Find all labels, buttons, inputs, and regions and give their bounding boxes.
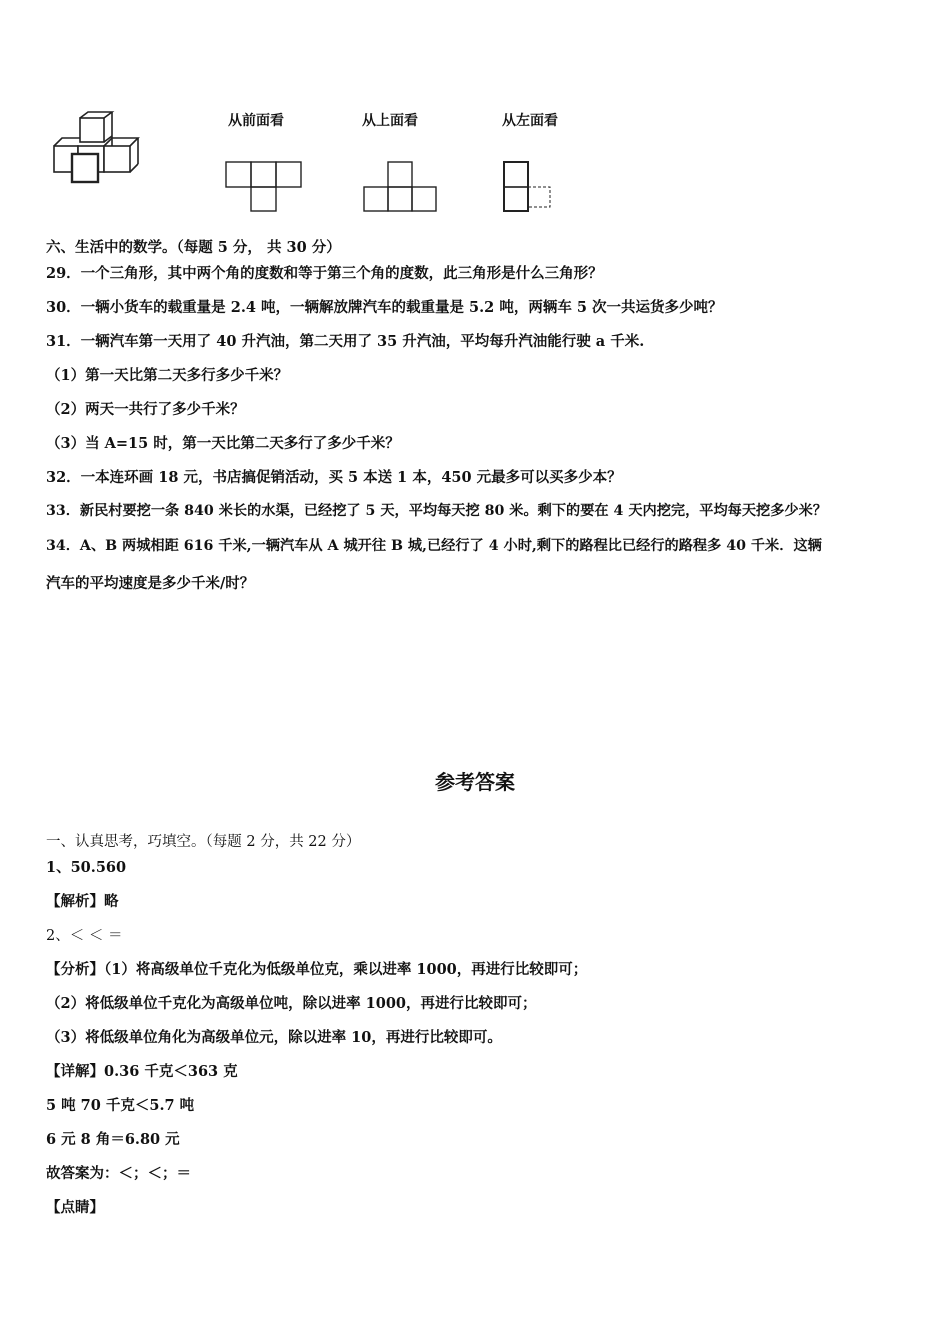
question-31-part1: （1）第一天比第二天多行多少千米？ bbox=[46, 367, 289, 384]
question-33: 33．新民村要挖一条 840 米长的水渠，已经挖了 5 天，平均每天挖 80 米。剩下的要在 4 天内挖完，平均每天挖多少米？ bbox=[46, 503, 827, 519]
front-view-diagram bbox=[222, 158, 312, 214]
answer-2-detail-2: 5 吨 70 千克＜5.7 吨 bbox=[46, 1097, 195, 1114]
answer-2-analysis-3: （3）将低级单位角化为高级单位元，除以进率 10，再进行比较即可。 bbox=[46, 1029, 502, 1046]
question-30: 30．一辆小货车的载重量是 2.4 吨，一辆解放牌汽车的载重量是 5.2 吨，两辆车 5 次一共运货多少吨？ bbox=[46, 299, 723, 316]
question-32: 32．一本连环画 18 元，书店搞促销活动，买 5 本送 1 本，450 元最多可以买多少本？ bbox=[46, 469, 622, 486]
answers-title: 参考答案 bbox=[435, 770, 515, 794]
answer-1: 1、50.560 bbox=[46, 859, 127, 876]
answer-2-detail-1: 【详解】0.36 千克＜363 克 bbox=[46, 1063, 238, 1080]
question-34-line1: 34．A、B 两城相距 616 千米,一辆汽车从 A 城开往 B 城,已经行了 4 小时,剩下的路程比已经行的路程多 40 千米．这辆 bbox=[46, 538, 822, 554]
question-31-part3: （3）当 A=15 时，第一天比第二天多行了多少千米？ bbox=[46, 435, 400, 452]
answer-2-analysis-2: （2）将低级单位千克化为高级单位吨，除以进率 1000，再进行比较即可； bbox=[46, 995, 537, 1012]
question-34-line2: 汽车的平均速度是多少千米/时？ bbox=[46, 575, 255, 592]
question-31-part2: （2）两天一共行了多少千米？ bbox=[46, 401, 245, 418]
view-label-left: 从左面看 bbox=[502, 113, 558, 129]
answer-2-comment: 【点睛】 bbox=[46, 1199, 104, 1216]
question-31: 31．一辆汽车第一天用了 40 升汽油，第二天用了 35 升汽油，平均每升汽油能行驶 a 千米. bbox=[46, 333, 645, 350]
answer-2-analysis: 【分析】（1）将高级单位千克化为低级单位克，乘以进率 1000，再进行比较即可； bbox=[46, 961, 588, 978]
question-29: 29．一个三角形，其中两个角的度数和等于第三个角的度数，此三角形是什么三角形？ bbox=[46, 265, 603, 282]
cube-stack-figure bbox=[48, 110, 158, 190]
top-view-diagram bbox=[360, 158, 442, 214]
answer-2-conclusion: 故答案为：＜；＜；＝ bbox=[46, 1165, 191, 1182]
answers-heading: 一、认真思考，巧填空。（每题 2 分，共 22 分） bbox=[46, 834, 361, 850]
answer-1-analysis: 【解析】略 bbox=[46, 893, 119, 910]
view-label-top: 从上面看 bbox=[362, 113, 418, 129]
answer-2-detail-3: 6 元 8 角＝6.80 元 bbox=[46, 1131, 180, 1148]
left-view-diagram bbox=[500, 158, 560, 214]
view-label-front: 从前面看 bbox=[228, 113, 284, 129]
section6-heading: 六、生活中的数学。（每题 5 分， 共 30 分） bbox=[46, 239, 341, 256]
answer-2: 2、＜ ＜ ＝ bbox=[46, 928, 123, 944]
